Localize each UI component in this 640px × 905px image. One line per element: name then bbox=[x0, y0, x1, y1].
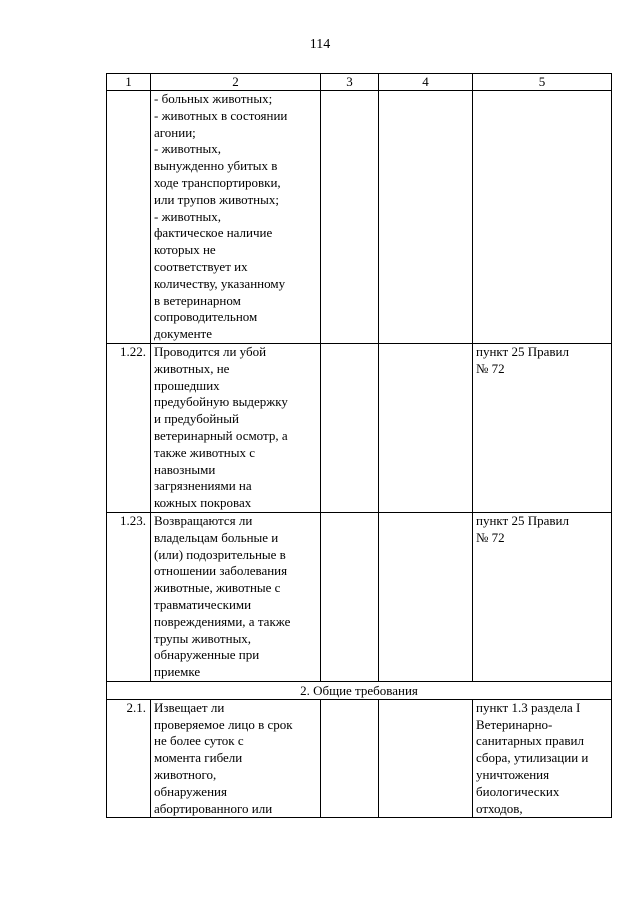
row-number: 1.22. bbox=[107, 343, 151, 512]
requirement-line: также животных с bbox=[154, 444, 255, 460]
requirement-line: момента гибели bbox=[154, 750, 243, 766]
requirement-text bbox=[151, 91, 321, 344]
col3-cell bbox=[321, 91, 379, 344]
requirement-line: обнаружения bbox=[154, 783, 227, 799]
requirement-line: фактическое наличие bbox=[154, 225, 273, 241]
requirement-line: навозными bbox=[154, 461, 216, 477]
requirement-line: документе bbox=[154, 326, 212, 342]
requirement-line: - больных животных; bbox=[154, 91, 273, 106]
requirement-line: загрязнениями на bbox=[154, 478, 252, 494]
section-row bbox=[107, 681, 612, 699]
section-title: 2. Общие требования bbox=[107, 681, 612, 699]
table-row bbox=[107, 699, 612, 818]
requirement-line: проверяемое лицо в срок bbox=[154, 716, 293, 732]
requirement-line: не более суток с bbox=[154, 733, 244, 749]
requirement-line: прошедших bbox=[154, 377, 220, 393]
requirement-line: (или) подозрительные в bbox=[154, 546, 286, 562]
column-header: 4 bbox=[379, 74, 473, 91]
requirement-line: Проводится ли убой bbox=[154, 343, 267, 359]
legal-reference bbox=[473, 343, 612, 512]
col4-cell bbox=[379, 699, 473, 818]
requirement-line: ходе транспортировки, bbox=[154, 174, 281, 190]
requirement-text bbox=[151, 512, 321, 681]
table-row bbox=[107, 512, 612, 681]
legal-reference bbox=[473, 91, 612, 344]
reference-line: № 72 bbox=[476, 529, 505, 545]
requirement-line: и предубойный bbox=[154, 411, 239, 427]
requirement-line: в ветеринарном bbox=[154, 292, 241, 308]
requirement-line: приемке bbox=[154, 664, 201, 680]
requirement-text bbox=[151, 343, 321, 512]
requirement-line: владельцам больные и bbox=[154, 529, 279, 545]
requirement-line: Извещает ли bbox=[154, 699, 225, 715]
column-header: 2 bbox=[151, 74, 321, 91]
requirement-line: - животных, bbox=[154, 208, 222, 224]
col4-cell bbox=[379, 91, 473, 344]
reference-line: сбора, утилизации и bbox=[476, 750, 589, 766]
col4-cell bbox=[379, 512, 473, 681]
requirement-text bbox=[151, 699, 321, 818]
requirement-line: животные, животные с bbox=[154, 580, 281, 596]
col3-cell bbox=[321, 512, 379, 681]
col4-cell bbox=[379, 343, 473, 512]
requirement-line: травматическими bbox=[154, 596, 252, 612]
requirement-line: абортированного или bbox=[154, 800, 273, 816]
row-number: 1.23. bbox=[107, 512, 151, 681]
requirement-line: соответствует их bbox=[154, 258, 248, 274]
row-number: 2.1. bbox=[107, 699, 151, 818]
requirement-line: вынужденно убитых в bbox=[154, 158, 278, 174]
requirement-line: животного, bbox=[154, 767, 217, 783]
table-row bbox=[107, 91, 612, 344]
requirement-line: повреждениями, а также bbox=[154, 613, 291, 629]
requirement-line: ветеринарный осмотр, а bbox=[154, 427, 288, 443]
requirement-line: трупы животных, bbox=[154, 630, 252, 646]
reference-line: биологических bbox=[476, 783, 560, 799]
column-header: 1 bbox=[107, 74, 151, 91]
column-header: 3 bbox=[321, 74, 379, 91]
reference-line: № 72 bbox=[476, 360, 505, 376]
requirement-line: Возвращаются ли bbox=[154, 512, 253, 528]
requirement-line: животных, не bbox=[154, 360, 230, 376]
legal-reference bbox=[473, 699, 612, 818]
column-header: 5 bbox=[473, 74, 612, 91]
requirement-line: - животных, bbox=[154, 141, 222, 157]
requirement-line: количеству, указанному bbox=[154, 275, 286, 291]
col3-cell bbox=[321, 343, 379, 512]
table-row bbox=[107, 343, 612, 512]
requirement-line: агонии; bbox=[154, 124, 196, 140]
row-number bbox=[107, 91, 151, 344]
requirement-line: или трупов животных; bbox=[154, 191, 279, 207]
requirement-line: кожных покровах bbox=[154, 495, 252, 511]
requirement-line: отношении заболевания bbox=[154, 563, 288, 579]
reference-line: пункт 1.3 раздела I bbox=[476, 699, 581, 715]
reference-line: отходов, bbox=[476, 800, 523, 816]
table-header-row bbox=[107, 74, 612, 91]
requirement-line: обнаруженные при bbox=[154, 647, 260, 663]
page-number: 114 bbox=[309, 37, 331, 52]
requirement-line: - животных в состоянии bbox=[154, 107, 288, 123]
reference-line: уничтожения bbox=[476, 767, 550, 783]
requirement-line: сопроводительном bbox=[154, 309, 258, 325]
col3-cell bbox=[321, 699, 379, 818]
requirement-line: предубойную выдержку bbox=[154, 394, 288, 410]
reference-line: пункт 25 Правил bbox=[476, 512, 569, 528]
reference-line: санитарных правил bbox=[476, 733, 584, 749]
requirements-table bbox=[106, 73, 612, 818]
reference-line: Ветеринарно- bbox=[476, 716, 553, 732]
reference-line: пункт 25 Правил bbox=[476, 343, 569, 359]
legal-reference bbox=[473, 512, 612, 681]
requirement-line: которых не bbox=[154, 242, 216, 258]
